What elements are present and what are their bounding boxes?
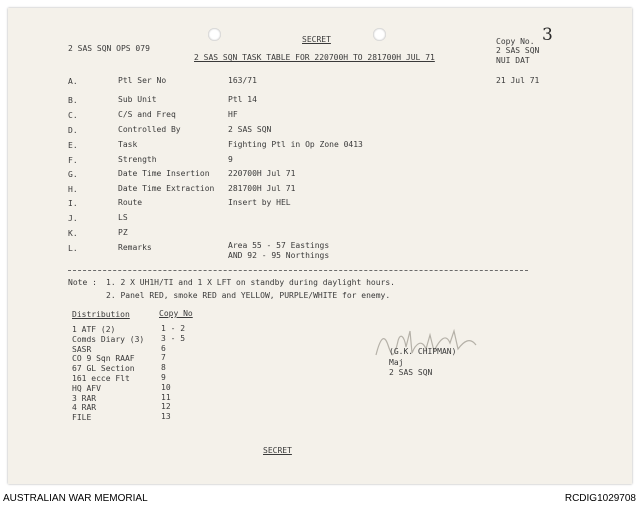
addressee: CO 9 Sqn RAAF xyxy=(72,354,135,363)
note-item: 2. Panel RED, smoke RED and YELLOW, PURPLE/WHITE for enemy. xyxy=(106,291,391,300)
copy-range: 3 - 5 xyxy=(161,334,186,343)
row-field: C/S and Freq xyxy=(118,110,176,119)
copy-range: 10 xyxy=(161,383,171,392)
note-item: 1. 2 X UH1H/TI and 1 X LFT on standby during daylight hours. xyxy=(106,278,395,287)
row-value: 2 SAS SQN xyxy=(228,125,272,134)
row-letter: I. xyxy=(68,199,78,208)
classification-top: SECRET xyxy=(302,35,331,44)
row-letter: G. xyxy=(68,170,78,179)
addressee: 1 ATF (2) xyxy=(72,325,116,334)
row-letter: C. xyxy=(68,111,78,120)
row-value: Area 55 - 57 Eastings xyxy=(228,241,330,250)
row-field: Date Time Insertion xyxy=(118,169,210,178)
row-field: LS xyxy=(118,213,128,222)
row-letter: K. xyxy=(68,229,78,238)
footer-credit: AUSTRALIAN WAR MEMORIAL xyxy=(3,493,148,504)
row-field: Strength xyxy=(118,155,157,164)
row-field: Remarks xyxy=(118,243,152,252)
row-value: 9 xyxy=(228,155,233,164)
footer-id: RCDIG1029708 xyxy=(564,493,636,504)
addressee: 161 ecce Flt xyxy=(72,374,130,383)
org-unit: 2 SAS SQN xyxy=(496,46,540,55)
row-letter: D. xyxy=(68,126,78,135)
copy-range: 8 xyxy=(161,363,166,372)
row-field: Route xyxy=(118,198,143,207)
row-value-continued: AND 92 - 95 Northings xyxy=(228,251,330,260)
row-field: Date Time Extraction xyxy=(118,184,215,193)
row-letter: H. xyxy=(68,185,78,194)
copy-number-heading: Copy No xyxy=(159,309,193,318)
addressee: HQ AFV xyxy=(72,384,101,393)
row-field: Controlled By xyxy=(118,125,181,134)
row-value: 163/71 xyxy=(228,76,257,85)
addressee: 4 RAR xyxy=(72,403,97,412)
row-letter: E. xyxy=(68,141,78,150)
document-date: 21 Jul 71 xyxy=(496,76,540,85)
row-letter: A. xyxy=(68,77,78,86)
row-field: Ptl Ser No xyxy=(118,76,167,85)
signatory-rank: Maj xyxy=(389,358,404,367)
copy-range: 1 - 2 xyxy=(161,324,186,333)
distribution-heading: Distribution xyxy=(72,310,130,319)
copy-number: 3 xyxy=(542,25,553,45)
row-value: Ptl 14 xyxy=(228,95,257,104)
row-value: Insert by HEL xyxy=(228,198,291,207)
row-letter: F. xyxy=(68,156,78,165)
addressee: 3 RAR xyxy=(72,394,97,403)
location: NUI DAT xyxy=(496,56,530,65)
signatory-name: (G.K. CHIPMAN) xyxy=(389,347,457,356)
row-letter: B. xyxy=(68,96,78,105)
row-value: 220700H Jul 71 xyxy=(228,169,296,178)
punch-hole-right xyxy=(373,28,386,41)
copy-range: 6 xyxy=(161,344,166,353)
copy-label: Copy No. xyxy=(496,37,535,46)
row-field: PZ xyxy=(118,228,128,237)
punch-hole-left xyxy=(208,28,221,41)
addressee: 67 GL Section xyxy=(72,364,135,373)
notes-label: Note : xyxy=(68,278,97,287)
signatory-unit: 2 SAS SQN xyxy=(389,368,433,377)
document-reference: 2 SAS SQN OPS 079 xyxy=(68,44,150,53)
row-value: 281700H Jul 71 xyxy=(228,184,296,193)
copy-range: 12 xyxy=(161,402,171,411)
copy-range: 9 xyxy=(161,373,166,382)
addressee: FILE xyxy=(72,413,92,422)
row-field: Task xyxy=(118,140,138,149)
table-divider xyxy=(68,270,528,271)
copy-range: 11 xyxy=(161,393,171,402)
copy-range: 13 xyxy=(161,412,171,421)
classification-bottom: SECRET xyxy=(263,446,292,455)
row-value: Fighting Ptl in Op Zone 0413 xyxy=(228,140,363,149)
copy-range: 7 xyxy=(161,353,166,362)
row-value: HF xyxy=(228,110,238,119)
row-field: Sub Unit xyxy=(118,95,157,104)
row-letter: L. xyxy=(68,244,78,253)
document-page xyxy=(8,8,632,484)
addressee: SASR xyxy=(72,345,92,354)
document-title: 2 SAS SQN TASK TABLE FOR 220700H TO 281700H JUL 71 xyxy=(194,53,435,62)
row-letter: J. xyxy=(68,214,78,223)
addressee: Comds Diary (3) xyxy=(72,335,145,344)
